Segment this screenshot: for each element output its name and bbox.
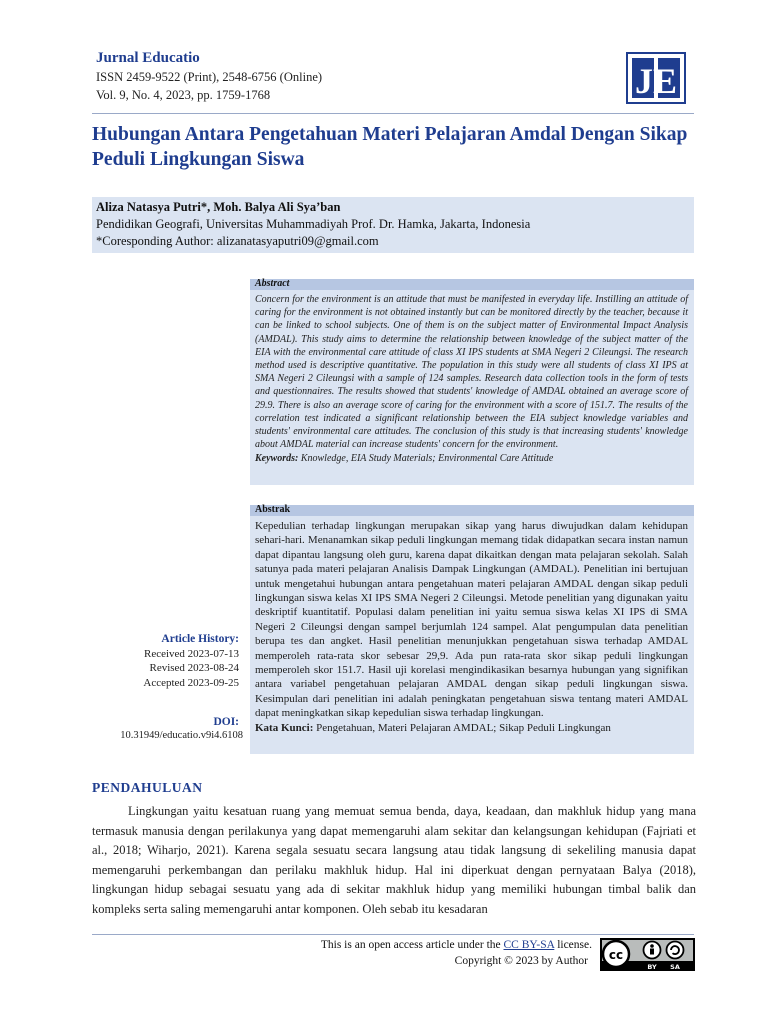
abstract-en-text xyxy=(255,293,688,466)
sa-share-icon xyxy=(667,942,684,959)
journal-name: Jurnal Educatio xyxy=(96,50,200,66)
abstract-en-heading: Abstract xyxy=(255,278,290,289)
footer-rule xyxy=(92,934,694,935)
license-line xyxy=(321,939,592,951)
abstract-id-body: Kepedulian terhadap lingkungan merupakan sikap yang harus diwujudkan dalam kehidupan sehari-hari. Menanamkan sikap peduli lingkungan memang tidak didapatkan secara instan namun dapat dipantau langsung oleh guru, karena dapat dikaitkan dengan mata pelajaran sekolah. Salah satunya pada materi pelajaran Analisis Dampak Lingkungan (AMDAL). Penelitian ini bertujuan untuk mengetahui hubungan antara pengetahuan materi pelajaran AMDAL dengan sikap peduli lingkungan siswa kelas XI IPS SMA Negeri 2 Cileungsi. Metode penelitian yang digunakan yaitu deskriptif kuantitatif. Populasi dalam penelitian ini yaitu semua siswa kelas XI IPS di SMA Negeri 2 Cileungsi dengan sampel berjumlah 124 sampel. Alat pengumpulan data penelitian berupa tes dan angket. Hasil penelitian menunjukkan pengetahuan siswa terhadap AMDAL memperoleh rata-rata skor sebesar 29,9. Ada pun rata-rata skor sikap peduli lingkungan memperoleh skor 151.7. Hasil uji korelasi mengindikasikan besarnya hubungan yang signifikan antara variabel pengetahuan pelajaran AMDAL dengan sikap peduli lingkungan siswa. Kesimpulan dari penelitian ini adalah peningkatan pengetahuan siswa tentang materi AMDAL dapat meningkatkan sikap kepedulian siswa terhadap lingkungan. xyxy=(255,520,688,720)
volume-line: Vol. 9, No. 4, 2023, pp. 1759-1768 xyxy=(96,88,271,102)
cc-by-label: BY xyxy=(647,963,657,971)
license-suffix: license. xyxy=(557,939,592,951)
svg-text:cc: cc xyxy=(608,948,624,962)
journal-logo xyxy=(626,52,686,104)
license-link[interactable]: CC BY-SA xyxy=(503,939,555,951)
accepted-date: Accepted 2023-09-25 xyxy=(143,677,239,689)
doi-value[interactable]: 10.31949/educatio.v9i4.6108 xyxy=(120,730,243,741)
cc-sa-label: SA xyxy=(670,963,680,971)
keywords-id: Pengetahuan, Materi Pelajaran AMDAL; Sikap Peduli Lingkungan xyxy=(316,721,611,734)
abstract-id-heading: Abstrak xyxy=(255,504,291,515)
doi-label: DOI: xyxy=(213,716,239,728)
keywords-id-label: Kata Kunci: xyxy=(255,721,314,734)
article-history-label: Article History: xyxy=(161,633,239,645)
article-title: Hubungan Antara Pengetahuan Materi Pelajaran Amdal Dengan Sikap Peduli Lingkungan Siswa xyxy=(92,124,688,170)
keywords-en: Knowledge, EIA Study Materials; Environmental Care Attitude xyxy=(300,453,554,465)
header-rule xyxy=(92,113,694,114)
affiliation: Pendidikan Geografi, Universitas Muhammadiyah Prof. Dr. Hamka, Jakarta, Indonesia xyxy=(96,217,531,231)
logo-text: JE xyxy=(634,61,678,101)
keywords-en-label: Keywords: xyxy=(255,453,299,465)
revised-date: Revised 2023-08-24 xyxy=(149,662,239,674)
issn-line: ISSN 2459-9522 (Print), 2548-6756 (Online) xyxy=(96,70,323,84)
section-title: PENDAHULUAN xyxy=(92,780,203,795)
license-prefix: This is an open access article under the xyxy=(320,939,501,951)
cc-by-sa-badge[interactable] xyxy=(600,938,695,971)
intro-paragraph: Lingkungan yaitu kesatuan ruang yang memuat semua benda, daya, keadaan, dan makhluk hidup yang mana termasuk manusia dengan perilakunya yang dapat memengaruhi alam sekitar dan kelangsungan kehidupan (Fajriati et al., 2018; Wiharjo, 2021). Karena segala sesuatu secara langsung atau tidak langsung di sekeliling manusia dapat memengaruhi perkembangan dan perilaku makhluk hidup. Hal ini diperkuat dengan pernyataan Balya (2018), lingkungan hidup sebagai sesuatu yang ada di sekitar makhluk hidup yang memiliki hubungan timbal balik dan kompleks serta saling memengaruhi antar komponen. Oleh sebab itu kesadaran xyxy=(92,804,696,916)
copyright: Copyright © 2023 by Author xyxy=(454,955,588,967)
abstract-id-text xyxy=(255,519,688,735)
received-date: Received 2023-07-13 xyxy=(144,648,239,660)
abstract-en-body: Concern for the environment is an attitude that must be manifested in everyday life. Instilling an attitude of caring for the environment is not obtained instantly but can be monitored directly by the teacher, because it can be linked to school subjects. One of them is on the subject matter of Environmental Impact Analysis (AMDAL). This study aims to determine the relationship between knowledge of the subject matter of the EIA with the environmental care attitude of class XI IPS students at SMA Negeri 2 Cileungsi. The research method used is descriptive quantitative. The population in this study were all students of class XI IPS at SMA Negeri 2 Cileungsi with a sample of 124 samples. Research data collection tools in the form of tests and questionnaires. The results showed that students' knowledge of AMDAL obtained an average score of 29.9. There is also an average score of caring for the environment with a score of 151.7. The results of the correlation test indicated a significant relationship between the EIA subject knowledge variables and students' environmental care attitudes. The conclusion of this study is that increasing students' knowledge about AMDAL material can increase students' concern for the environment. xyxy=(255,294,688,451)
authors: Aliza Natasya Putri*, Moh. Balya Ali Sya’ban xyxy=(96,200,341,214)
corresponding-author: *Coresponding Author: alizanatasyaputri09@gmail.com xyxy=(96,234,379,248)
